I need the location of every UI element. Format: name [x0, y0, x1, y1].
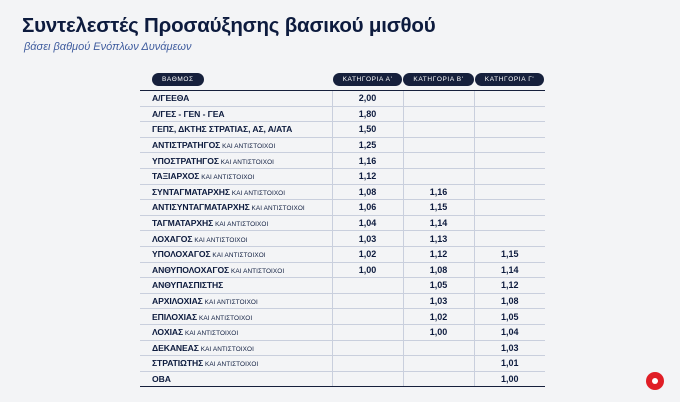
value-cell-category-b: 1,05	[403, 278, 474, 294]
rank-equivalent-note: ΚΑΙ ΑΝΤΙΣΤΟΙΧΟΙ	[202, 299, 258, 307]
rank-name: ΣΤΡΑΤΙΩΤΗΣ	[152, 358, 204, 369]
rank-cell	[140, 371, 332, 387]
rank-cell	[140, 231, 332, 247]
value-cell-category-c	[474, 122, 545, 138]
rank-equivalent-note: ΚΑΙ ΑΝΤΙΣΤΟΙΧΟΙ	[218, 158, 275, 166]
value-cell-category-c: 1,04	[474, 324, 545, 340]
value-cell-category-c	[474, 231, 545, 247]
value-cell-category-a	[332, 371, 403, 387]
value-cell-category-c: 1,15	[474, 246, 545, 262]
rank-equivalent-note: ΚΑΙ ΑΝΤΙΣΤΟΙΧΟΙ	[249, 205, 305, 213]
value-cell-category-a: 1,12	[332, 168, 403, 184]
rank-cell	[140, 246, 332, 262]
value-cell-category-c: 1,05	[474, 309, 545, 325]
table-row	[140, 215, 545, 231]
table-row	[140, 278, 545, 294]
value-cell-category-b: 1,16	[403, 184, 474, 200]
news-logo-icon	[646, 372, 664, 390]
value-cell-category-c: 1,01	[474, 356, 545, 372]
rank-name: ΥΠΟΣΤΡΑΤΗΓΟΣ	[152, 155, 219, 166]
table-row	[140, 168, 545, 184]
value-cell-category-c	[474, 168, 545, 184]
value-cell-category-b	[403, 356, 474, 372]
value-cell-category-c	[474, 153, 545, 169]
table-row	[140, 106, 545, 122]
value-cell-category-a: 1,25	[332, 137, 403, 153]
table-row	[140, 293, 545, 309]
value-cell-category-a	[332, 340, 403, 356]
rank-cell	[140, 153, 332, 169]
rank-cell	[140, 122, 332, 138]
rank-name: Α/ΓΕΕΘΑ	[152, 93, 190, 104]
rank-equivalent-note: ΚΑΙ ΑΝΤΙΣΤΟΙΧΟΙ	[229, 189, 286, 197]
rank-equivalent-note: ΚΑΙ ΑΝΤΙΣΤΟΙΧΟΙ	[192, 236, 248, 244]
rank-name: ΕΠΙΛΟΧΙΑΣ	[152, 311, 198, 322]
table-row	[140, 137, 545, 153]
value-cell-category-c: 1,12	[474, 278, 545, 294]
value-cell-category-b: 1,14	[403, 215, 474, 231]
rank-equivalent-note: ΚΑΙ ΑΝΤΙΣΤΟΙΧΟΙ	[229, 267, 285, 275]
value-cell-category-a: 1,50	[332, 122, 403, 138]
rank-cell	[140, 340, 332, 356]
value-cell-category-a	[332, 278, 403, 294]
rank-name: ΓΕΠΣ, ΔΚΤΗΣ ΣΤΡΑΤΙΑΣ, ΑΣ, Α/ΑΤΑ	[152, 124, 293, 135]
table-row	[140, 153, 545, 169]
header-pill-category-c: ΚΑΤΗΓΟΡΙΑ Γ'	[475, 73, 544, 86]
table-row	[140, 184, 545, 200]
rank-name: ΛΟΧΑΓΟΣ	[152, 233, 193, 244]
value-cell-category-a: 1,80	[332, 106, 403, 122]
column-header-rank	[140, 64, 332, 91]
value-cell-category-a: 1,03	[332, 231, 403, 247]
rank-cell	[140, 137, 332, 153]
value-cell-category-b: 1,08	[403, 262, 474, 278]
rank-equivalent-note: ΚΑΙ ΑΝΤΙΣΤΟΙΧΟΙ	[183, 330, 239, 338]
value-cell-category-b: 1,02	[403, 309, 474, 325]
value-cell-category-a: 2,00	[332, 91, 403, 107]
value-cell-category-c	[474, 137, 545, 153]
value-cell-category-a	[332, 309, 403, 325]
rank-equivalent-note: ΚΑΙ ΑΝΤΙΣΤΟΙΧΟΙ	[210, 252, 266, 260]
rank-name: ΣΥΝΤΑΓΜΑΤΑΡΧΗΣ	[152, 186, 230, 197]
value-cell-category-a	[332, 293, 403, 309]
grades-table	[140, 64, 545, 387]
column-header-category-a	[332, 64, 403, 91]
value-cell-category-c	[474, 184, 545, 200]
table-row	[140, 324, 545, 340]
grades-table-container	[140, 64, 545, 387]
value-cell-category-c	[474, 91, 545, 107]
rank-equivalent-note: ΚΑΙ ΑΝΤΙΣΤΟΙΧΟΙ	[213, 221, 269, 229]
value-cell-category-c	[474, 215, 545, 231]
table-row	[140, 340, 545, 356]
value-cell-category-a: 1,06	[332, 200, 403, 216]
rank-name: ΤΑΞΙΑΡΧΟΣ	[152, 171, 200, 182]
value-cell-category-a: 1,02	[332, 246, 403, 262]
page-title: Συντελεστές Προσαύξησης βασικού μισθού	[22, 14, 436, 37]
table-row	[140, 231, 545, 247]
rank-name: ΑΝΤΙΣΤΡΑΤΗΓΟΣ	[152, 140, 221, 151]
rank-cell	[140, 215, 332, 231]
value-cell-category-c: 1,00	[474, 371, 545, 387]
header-pill-category-a: ΚΑΤΗΓΟΡΙΑ Α'	[333, 73, 403, 86]
rank-equivalent-note: ΚΑΙ ΑΝΤΙΣΤΟΙΧΟΙ	[203, 361, 259, 369]
value-cell-category-b	[403, 371, 474, 387]
rank-name: ΑΡΧΙΛΟΧΙΑΣ	[152, 296, 203, 307]
value-cell-category-b: 1,00	[403, 324, 474, 340]
value-cell-category-a	[332, 324, 403, 340]
rank-name: ΤΑΓΜΑΤΑΡΧΗΣ	[152, 218, 214, 229]
rank-cell	[140, 184, 332, 200]
rank-equivalent-note: ΚΑΙ ΑΝΤΙΣΤΟΙΧΟΙ	[197, 314, 253, 322]
rank-equivalent-note: ΚΑΙ ΑΝΤΙΣΤΟΙΧΟΙ	[220, 143, 276, 151]
table-row	[140, 309, 545, 325]
rank-name: ΑΝΘΥΠΟΛΟΧΑΓΟΣ	[152, 264, 230, 275]
value-cell-category-a: 1,08	[332, 184, 403, 200]
table-row	[140, 246, 545, 262]
table-row	[140, 356, 545, 372]
value-cell-category-b	[403, 122, 474, 138]
value-cell-category-b	[403, 137, 474, 153]
value-cell-category-c: 1,08	[474, 293, 545, 309]
rank-equivalent-note: ΚΑΙ ΑΝΤΙΣΤΟΙΧΟΙ	[198, 345, 254, 353]
rank-cell	[140, 309, 332, 325]
rank-cell	[140, 91, 332, 107]
table-row	[140, 262, 545, 278]
rank-equivalent-note: ΚΑΙ ΑΝΤΙΣΤΟΙΧΟΙ	[199, 174, 255, 182]
table-row	[140, 122, 545, 138]
header-pill-rank: ΒΑΘΜΟΣ	[152, 73, 204, 86]
rank-cell	[140, 278, 332, 294]
value-cell-category-a	[332, 356, 403, 372]
value-cell-category-b: 1,03	[403, 293, 474, 309]
table-row	[140, 371, 545, 387]
value-cell-category-b	[403, 168, 474, 184]
rank-cell	[140, 356, 332, 372]
value-cell-category-a: 1,04	[332, 215, 403, 231]
value-cell-category-b: 1,12	[403, 246, 474, 262]
rank-name: ΥΠΟΛΟΧΑΓΟΣ	[152, 249, 211, 260]
value-cell-category-c: 1,03	[474, 340, 545, 356]
value-cell-category-b	[403, 91, 474, 107]
page-subtitle: βάσει βαθμού Ενόπλων Δυνάμεων	[24, 41, 192, 53]
table-row	[140, 200, 545, 216]
rank-cell	[140, 106, 332, 122]
value-cell-category-b	[403, 106, 474, 122]
header-row	[140, 64, 545, 91]
value-cell-category-b: 1,13	[403, 231, 474, 247]
rank-name: ΟΒΑ	[152, 373, 171, 384]
rank-name: Α/ΓΕΣ - ΓΕΝ - ΓΕΑ	[152, 108, 225, 119]
rank-name: ΑΝΤΙΣΥΝΤΑΓΜΑΤΑΡΧΗΣ	[152, 202, 250, 213]
rank-cell	[140, 168, 332, 184]
value-cell-category-c: 1,14	[474, 262, 545, 278]
table-row	[140, 91, 545, 107]
rank-cell	[140, 324, 332, 340]
value-cell-category-a: 1,00	[332, 262, 403, 278]
value-cell-category-b: 1,15	[403, 200, 474, 216]
rank-name: ΑΝΘΥΠΑΣΠΙΣΤΗΣ	[152, 280, 224, 291]
table-header	[140, 64, 545, 91]
column-header-category-c	[474, 64, 545, 91]
header-pill-category-b: ΚΑΤΗΓΟΡΙΑ Β'	[403, 73, 473, 86]
rank-cell	[140, 293, 332, 309]
table-body	[140, 91, 545, 387]
value-cell-category-c	[474, 106, 545, 122]
value-cell-category-a: 1,16	[332, 153, 403, 169]
value-cell-category-c	[474, 200, 545, 216]
rank-name: ΔΕΚΑΝΕΑΣ	[152, 342, 199, 353]
value-cell-category-b	[403, 340, 474, 356]
column-header-category-b	[403, 64, 474, 91]
value-cell-category-b	[403, 153, 474, 169]
rank-cell	[140, 200, 332, 216]
rank-cell	[140, 262, 332, 278]
rank-name: ΛΟΧΙΑΣ	[152, 327, 184, 338]
